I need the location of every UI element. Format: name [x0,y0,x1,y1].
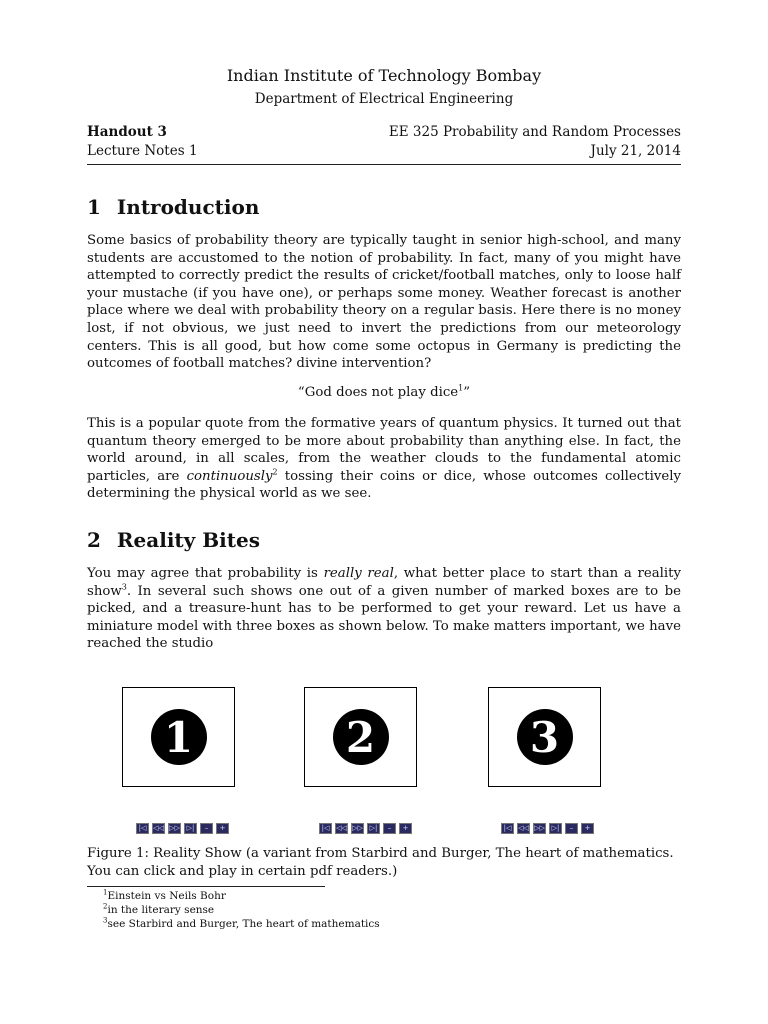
intro-p2-text-a: This is a popular quote from the formative years of quantum physics. It turned out that quantum theory emerged to be more about probability than anything else. In fact, the world around, in all scales, from the weather clouds to the fundamental atomic particles, are [87,416,681,484]
footnote-1 [103,890,226,902]
reality-text-b: , what better place to start than a reality show [87,566,682,599]
intro-paragraph-2 [87,415,681,503]
quote-text: “God does not play dice [297,385,459,400]
rewind-button[interactable]: ◁◁ [518,824,529,832]
footnote-3 [103,918,380,930]
slower-button[interactable]: – [383,823,396,834]
number-3-icon: 3 [517,709,573,765]
slower-button[interactable]: – [565,823,578,834]
forward-button[interactable]: ▷▷ [169,824,180,832]
last-frame-button[interactable]: ▷| [184,823,197,834]
reality-paragraph [87,565,681,653]
intro-paragraph-1: Some basics of probability theory are typically taught in senior high-school, and many students are accustomed to the notion of probability. In fact, many of you might have attempted to correctly predict the results of cricket/football matches, only to loose half your mustache (if you have one), or perhaps some money. Weather forecast is another place where we deal with probability theory on a regular basis. Here there is no money lost, if not obvious, we just need to invert the predictions from our meteorology centers. This is all good, but how come some octopus in Germany is predicting the outcomes of football matches? divine intervention? [87,233,681,372]
animation-controls-2 [319,823,412,834]
footnote-3-text: see Starbird and Burger, The heart of mathematics [107,918,380,930]
rewind-button[interactable]: ◁◁ [153,824,164,832]
footnote-2 [103,904,214,916]
footnote-rule [87,886,325,887]
handout-label: Handout 3 [87,124,167,140]
reality-text-a: You may agree that probability is [87,566,324,581]
forward-button[interactable]: ▷▷ [352,824,363,832]
slower-button[interactable]: – [200,823,213,834]
header-row-1 [87,124,681,140]
box-2[interactable] [304,687,417,787]
section-heading-introduction [87,195,259,219]
figure-caption: Figure 1: Reality Show (a variant from Starbird and Burger, The heart of mathematics. You can click and play in certain pdf readers.) [87,846,674,879]
course-title: EE 325 Probability and Random Processes [388,124,681,140]
animation-controls-1 [136,823,229,834]
last-frame-button[interactable]: ▷| [549,823,562,834]
box-1[interactable] [122,687,235,787]
institute-name: Indian Institute of Technology Bombay [226,66,542,85]
first-frame-button[interactable]: |◁ [136,823,149,834]
number-2-icon: 2 [333,709,389,765]
footnote-mark-3[interactable]: 3 [121,582,127,592]
header-rule [87,164,681,165]
faster-button[interactable]: + [216,823,229,834]
section-number: 2 [87,528,101,552]
emphasis-continuously: continuously [186,468,273,484]
header-row-2 [87,143,681,159]
last-frame-button[interactable]: ▷| [367,823,380,834]
faster-button[interactable]: + [399,823,412,834]
rewind-button[interactable]: ◁◁ [336,824,347,832]
forward-button[interactable]: ▷▷ [534,824,545,832]
faster-button[interactable]: + [581,823,594,834]
animation-controls-3 [501,823,594,834]
quote-end: ” [463,385,471,400]
lecture-notes-label: Lecture Notes 1 [87,143,198,159]
footnote-2-mark: 2 [103,902,108,911]
section-title: Introduction [116,195,260,219]
reality-text-c: . In several such shows one out of a given number of marked boxes are to be picked, and a treasure-hunt has to be performed to get your reward. Let us have a miniature model with three boxes as shown below. To make matters important, we have reached the studio [87,583,681,652]
section-title: Reality Bites [116,528,260,552]
section-number: 1 [87,195,101,219]
emphasis-really-real: really real [323,566,394,581]
footnote-mark-1[interactable]: 1 [458,383,464,393]
first-frame-button[interactable]: |◁ [319,823,332,834]
quote [87,385,681,400]
footnote-mark-2[interactable]: 2 [272,467,278,477]
department-name: Department of Electrical Engineering [254,91,514,107]
footnote-1-text: Einstein vs Neils Bohr [107,890,226,902]
intro-p2-text-b: tossing their coins or dice, whose outcomes collectively determining the physical world as we see. [87,468,681,502]
footnote-3-mark: 3 [103,916,108,925]
footnote-1-mark: 1 [103,888,108,897]
document-page [87,0,681,1024]
section-heading-reality-bites [87,528,260,552]
date: July 21, 2014 [590,143,681,159]
box-3[interactable] [488,687,601,787]
number-1-icon: 1 [151,709,207,765]
footnote-2-text: in the literary sense [107,904,215,916]
first-frame-button[interactable]: |◁ [501,823,514,834]
